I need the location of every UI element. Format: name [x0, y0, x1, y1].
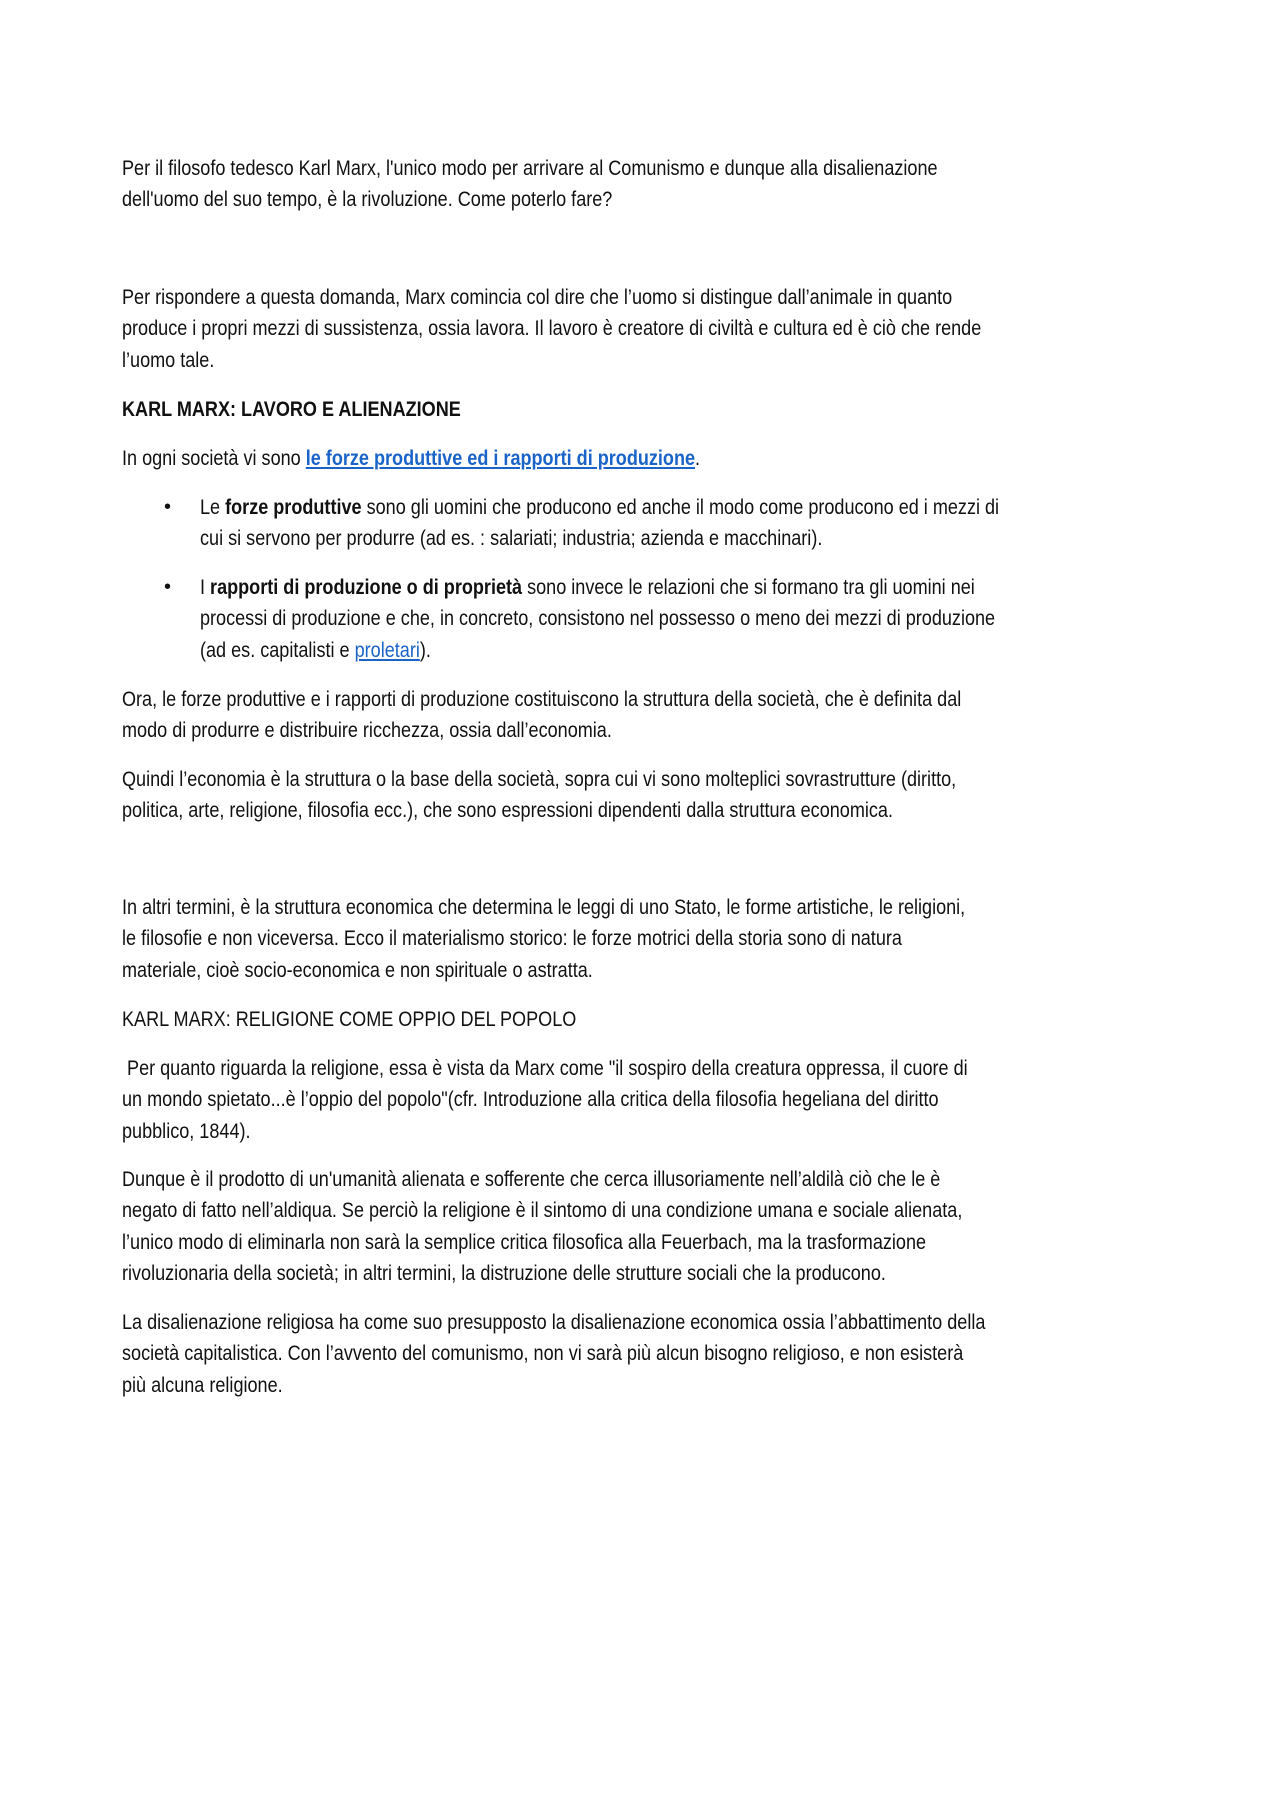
text-line: un mondo spietato...è l’oppio del popolo"(cfr. Introduzione alla critica della filosofia hegeliana del diritto	[122, 1088, 939, 1112]
text-segment: sono invece le relazioni che si formano tra gli uomini nei	[522, 576, 975, 599]
link-proletari[interactable]: proletari	[354, 638, 420, 662]
text-segment: Le	[200, 496, 226, 519]
bullet-icon: •	[164, 576, 172, 598]
bullet-rapporti-produzione	[200, 572, 1250, 666]
text-line: negato di fatto nell’aldiqua. Se perciò la religione è il sintomo di una condizione umana e sociale alienata,	[122, 1199, 963, 1223]
text-line: dell'uomo del suo tempo, è la rivoluzione. Come poterlo fare?	[122, 188, 613, 212]
paragraph-intro	[122, 153, 1172, 216]
paragraph-materialismo	[122, 892, 1172, 986]
text-line: Ora, le forze produttive e i rapporti di produzione costituiscono la struttura della società, che è definita dal	[122, 688, 962, 711]
paragraph-forces	[122, 443, 1172, 474]
text-segment: (ad es. capitalisti e	[200, 638, 355, 662]
text-line: Per quanto riguarda la religione, essa è vista da Marx come "il sospiro della creatura oppressa, il cuore di	[122, 1057, 968, 1080]
paragraph-labour	[122, 282, 1172, 376]
heading-religione	[122, 1004, 1172, 1035]
text-line: l’unico modo di eliminarla non sarà la semplice critica filosofica alla Feuerbach, ma la trasformazione	[122, 1230, 927, 1254]
text-line	[200, 492, 1103, 523]
text-line	[200, 635, 1103, 666]
paragraph-disalienazione	[122, 1307, 1172, 1401]
bold-term: forze produttive	[225, 496, 362, 519]
text-segment: .	[695, 447, 701, 470]
text-line: società capitalistica. Con l’avvento del comunismo, non vi sarà più alcun bisogno religioso, e non esisterà	[122, 1342, 964, 1366]
text-line: La disalienazione religiosa ha come suo presupposto la disalienazione economica ossia l’abbattimento della	[122, 1311, 986, 1334]
text-segment: sono gli uomini che producono ed anche il modo come producono ed i mezzi di	[361, 496, 1000, 519]
text-segment: In ogni società vi sono	[122, 447, 306, 470]
text-line: cui si servono per produrre (ad es. : salariati; industria; azienda e macchinari).	[200, 527, 823, 551]
text-line	[122, 443, 1025, 474]
bullet-icon: •	[164, 496, 172, 518]
text-line: Quindi l’economia è la struttura o la base della società, sopra cui vi sono molteplici sovrastrutture (diritto,	[122, 768, 957, 791]
text-line: le filosofie e non viceversa. Ecco il materialismo storico: le forze motrici della storia sono di natura	[122, 927, 902, 951]
text-line: politica, arte, religione, filosofia ecc.), che sono espressioni dipendenti dalla struttura economica.	[122, 799, 893, 823]
text-line: materiale, cioè socio-economica e non spirituale o astratta.	[122, 958, 593, 982]
text-line: processi di produzione e che, in concreto, consistono nel possesso o meno dei mezzi di produzione	[200, 607, 996, 631]
paragraph-prodotto	[122, 1164, 1172, 1290]
paragraph-economia	[122, 764, 1172, 827]
text-line	[200, 572, 1103, 603]
text-line: l’uomo tale.	[122, 348, 215, 372]
text-line: modo di produrre e distribuire ricchezza, ossia dall’economia.	[122, 719, 612, 743]
text-segment: ).	[419, 638, 431, 662]
text-line: Per rispondere a questa domanda, Marx comincia col dire che l’uomo si distingue dall’animale in quanto	[122, 286, 953, 309]
text-line: rivoluzionaria della società; in altri termini, la distruzione delle strutture sociali che la producono.	[122, 1262, 886, 1286]
text-line: pubblico, 1844).	[122, 1119, 251, 1143]
text-line: produce i propri mezzi di sussistenza, ossia lavora. Il lavoro è creatore di civiltà e cultura ed è ciò che rende	[122, 317, 982, 341]
text-segment: I	[200, 576, 211, 599]
bullet-forze-produttive	[200, 492, 1250, 555]
paragraph-oppio	[122, 1053, 1172, 1147]
paragraph-struttura	[122, 684, 1172, 747]
text-line: più alcuna religione.	[122, 1373, 283, 1397]
bold-term: rapporti di produzione o di proprietà	[210, 576, 523, 599]
heading-text: KARL MARX: RELIGIONE COME OPPIO DEL POPOLO	[122, 1008, 577, 1031]
text-line: Per il filosofo tedesco Karl Marx, l'unico modo per arrivare al Comunismo e dunque alla disalienazione	[122, 157, 938, 180]
heading-text: KARL MARX: LAVORO E ALIENAZIONE	[122, 398, 461, 421]
heading-lavoro-alienazione	[122, 394, 1172, 425]
text-line: In altri termini, è la struttura economica che determina le leggi di uno Stato, le forme artistiche, le religioni,	[122, 896, 966, 919]
link-forze-rapporti[interactable]: le forze produttive ed i rapporti di produzione	[305, 447, 696, 470]
text-line: Dunque è il prodotto di un'umanità alienata e sofferente che cerca illusoriamente nell’aldilà ciò che le è	[122, 1168, 941, 1191]
